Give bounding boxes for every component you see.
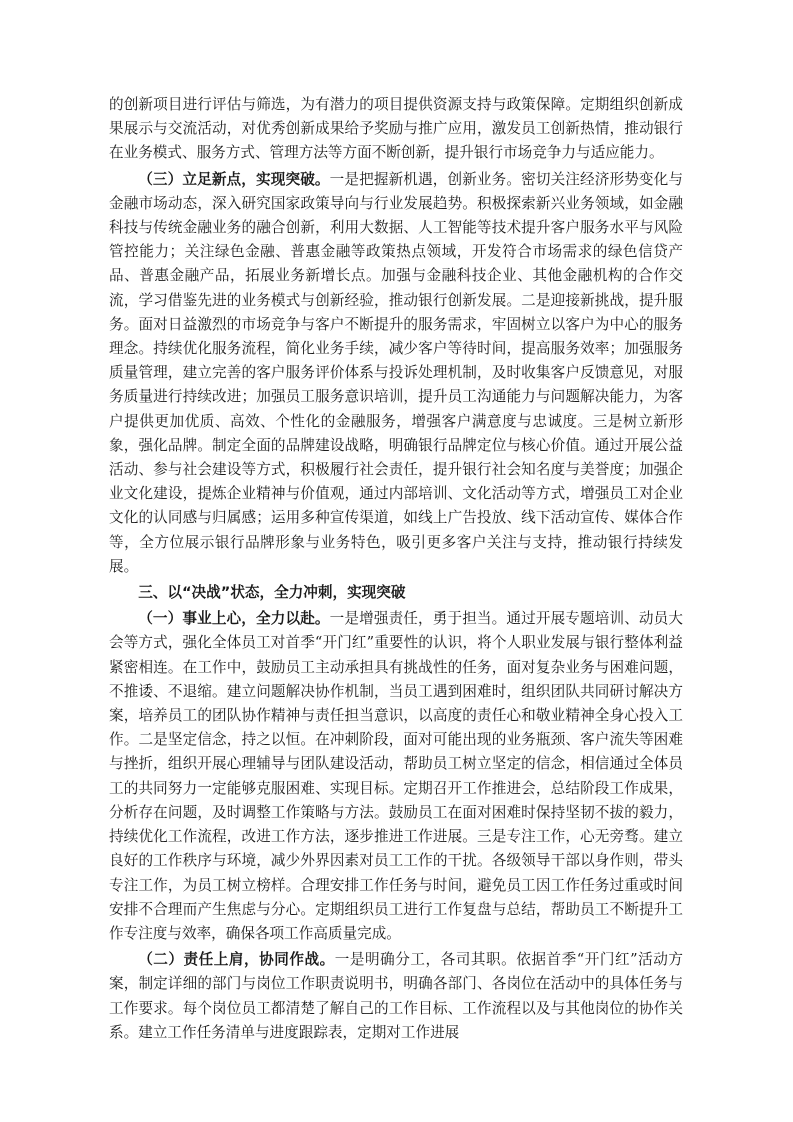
item-paragraph (109, 168, 683, 579)
item-lead: （三）立足新点，实现突破。 (138, 170, 330, 188)
item-body: 一是把握新机遇，创新业务。密切关注经济形势变化与金融市场动态，深入研究国家政策导向与行业发展趋势。积极探索新兴业务领域，如金融科技与传统金融业务的融合创新，利用大数据、人工智能等技术提升客户服务水平与风险管控能力；关注绿色金融、普惠金融等政策热点领域，开发符合市场需求的绿色信贷产品、普惠金融产品，拓展业务新增长点。加强与金融科技企业、其他金融机构的合作交流，学习借鉴先进的业务模式与创新经验，推动银行创新发展。二是迎接新挑战，提升服务。面对日益激烈的市场竞争与客户不断提升的服务需求，牢固树立以客户为中心的服务理念。持续优化服务流程，简化业务手续，减少客户等待时间，提高服务效率；加强服务质量管理，建立完善的客户服务评价体系与投诉处理机制，及时收集客户反馈意见，对服务质量进行持续改进；加强员工服务意识培训，提升员工沟通能力与问题解决能力，为客户提供更加优质、高效、个性化的金融服务，增强客户满意度与忠诚度。三是树立新形象，强化品牌。制定全面的品牌建设战略，明确银行品牌定位与核心价值。通过开展公益活动、参与社会建设等方式，积极履行社会责任，提升银行社会知名度与美誉度；加强企业文化建设，提炼企业精神与价值观，通过内部培训、文化活动等方式，增强员工对企业文化的认同感与归属感；运用多种宣传渠道，如线上广告投放、线下活动宣传、媒体合作等，全方位展示银行品牌形象与业务特色，吸引更多客户关注与支持，推动银行持续发展。 (109, 170, 683, 575)
item-paragraph (109, 607, 683, 946)
item-lead: （一）事业上心，全力以赴。 (138, 610, 330, 628)
document-page (109, 93, 683, 1047)
item-body: 一是增强责任，勇于担当。通过开展专题培训、动员大会等方式，强化全体员工对首季“开门红”重要性的认识，将个人职业发展与银行整体利益紧密相连。在工作中，鼓励员工主动承担具有挑战性的任务，面对复杂业务与困难问题，不推诿、不退缩。建立问题解决协作机制，当员工遇到困难时，组织团队共同研讨解决方案，培养员工的团队协作精神与责任担当意识，以高度的责任心和敬业精神全身心投入工作。二是坚定信念，持之以恒。在冲刺阶段，面对可能出现的业务瓶颈、客户流失等困难与挫折，组织开展心理辅导与团队建设活动，帮助员工树立坚定的信念，相信通过全体员工的共同努力一定能够克服困难、实现目标。定期召开工作推进会，总结阶段工作成果，分析存在问题，及时调整工作策略与方法。鼓励员工在面对困难时保持坚韧不拔的毅力，持续优化工作流程，改进工作方法，逐步推进工作进展。三是专注工作，心无旁骛。建立良好的工作秩序与环境，减少外界因素对员工工作的干扰。各级领导干部以身作则，带头专注工作，为员工树立榜样。合理安排工作任务与时间，避免员工因工作任务过重或时间安排不合理而产生焦虑与分心。定期组织员工进行工作复盘与总结，帮助员工不断提升工作专注度与效率，确保各项工作高质量完成。 (109, 610, 683, 942)
item-paragraph (109, 948, 683, 1045)
continuation-paragraph: 的创新项目进行评估与筛选，为有潜力的项目提供资源支持与政策保障。定期组织创新成果展示与交流活动，对优秀创新成果给予奖励与推广应用，激发员工创新热情，推动银行在业务模式、服务方式、管理方法等方面不断创新，提升银行市场竞争力与适应能力。 (109, 96, 683, 162)
item-body: 一是明确分工，各司其职。依据首季“开门红”活动方案，制定详细的部门与岗位工作职责说明书，明确各部门、各岗位在活动中的具体任务与工作要求。每个岗位员工都清楚了解自己的工作目标、工作流程以及与其他岗位的协作关系。建立工作任务清单与进度跟踪表，定期对工作进展 (109, 951, 683, 1041)
section-heading: 三、以“决战”状态，全力冲刺，实现突破 (138, 584, 406, 602)
item-lead: （二）责任上肩，协同作战。 (138, 951, 335, 969)
